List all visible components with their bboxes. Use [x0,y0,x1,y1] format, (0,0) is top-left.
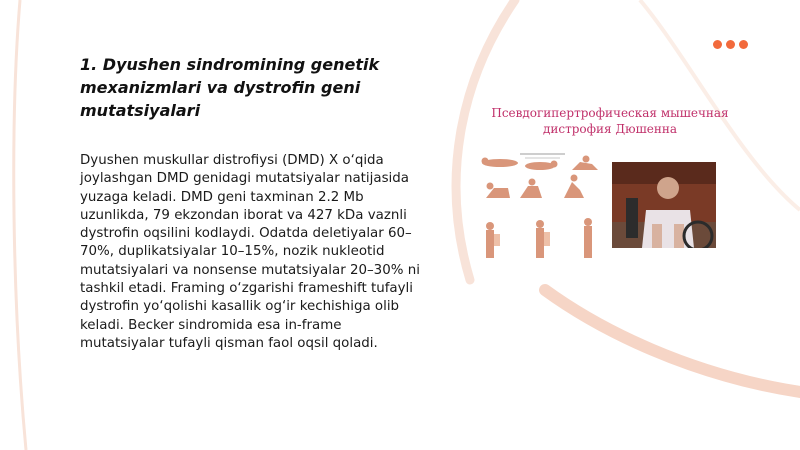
figure-caption-line-1: Псевдогипертрофическая мышечная [491,106,729,120]
dot [726,40,735,49]
slide-title: 1. Dyushen sindromining genetik mexanizmlari va dystrofin geni mutatsiyalari [80,55,380,120]
three-dots-icon [713,40,748,49]
dot [713,40,722,49]
figure-caption [470,105,750,137]
figure-caption-line-2: дистрофия Дюшенна [542,122,678,136]
patient-photo [612,162,716,248]
slide-body-text: Dyushen muskullar distrofiysi (DMD) X o‘qida joylashgan DMD genidagi mutatsiyalar natijasida yuzaga keladi. DMD geni taxminan 2.2 Mb uzunlikda, 79 ekzondan iborat va 427 kDa vaznli dystrofin oqsilini kodlaydi. Odatda deletiyalar 60–70%, duplikatsiyalar 10–15%, nozik nukleotid mutatsiyalari va nonsense mutatsiyalar 20–30% ni tashkil etadi. Framing o‘zgarishi frameshift tufayli dystrofin yo‘qolishi kasallik og‘ir kechishiga olib keladi. Becker sindromida esa in-frame mutatsiyalar tufayli qisman faol oqsil qoladi. [80,153,420,351]
dot [739,40,748,49]
gowers-sign-illustration [480,150,605,265]
